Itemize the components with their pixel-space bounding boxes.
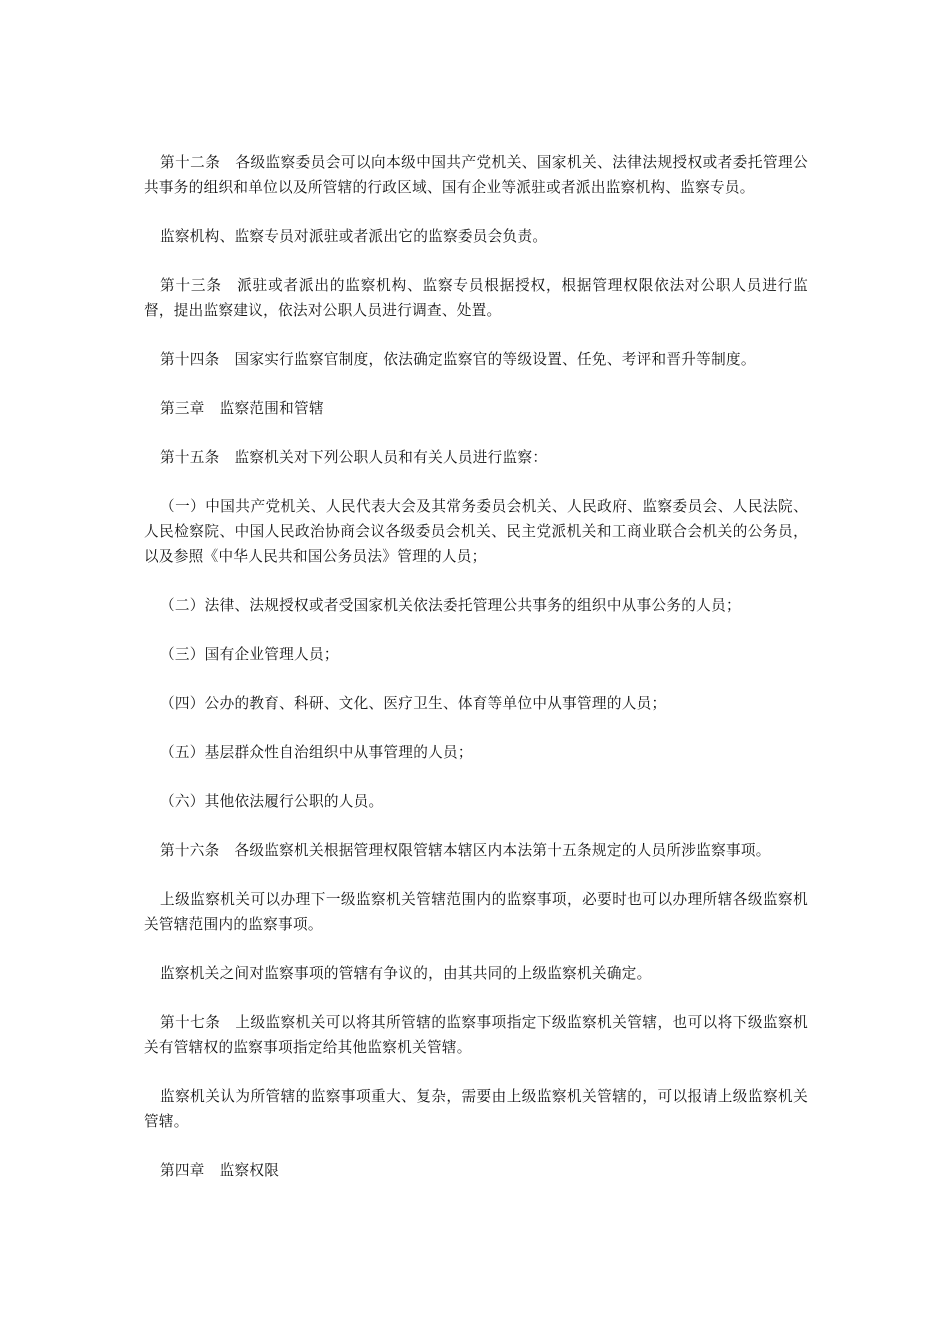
article-12-clause-2: 监察机构、监察专员对派驻或者派出它的监察委员会负责。 — [160, 228, 548, 245]
article-12: 第十二条 各级监察委员会可以向本级中国共产党机关、国家机关、法律法规授权或者委托管理公共事务的组织和单位以及所管辖的行政区域、国有企业等派驻或者派出监察机构、监察专员。 — [144, 154, 808, 196]
article-17-clause-2: 监察机关认为所管辖的监察事项重大、复杂，需要由上级监察机关管辖的，可以报请上级监察机关管辖。 — [144, 1088, 808, 1130]
article-15-item-6: （六）其他依法履行公职的人员。 — [160, 793, 384, 810]
article-15-item-2: （二）法律、法规授权或者受国家机关依法委托管理公共事务的组织中从事公务的人员； — [160, 597, 741, 614]
article-15-item-3: （三）国有企业管理人员； — [160, 646, 339, 663]
article-17: 第十七条 上级监察机关可以将其所管辖的监察事项指定下级监察机关管辖，也可以将下级监察机关有管辖权的监察事项指定给其他监察机关管辖。 — [144, 1014, 808, 1056]
article-16-clause-2: 上级监察机关可以办理下一级监察机关管辖范围内的监察事项，必要时也可以办理所辖各级监察机关管辖范围内的监察事项。 — [144, 891, 808, 933]
chapter-4-heading: 第四章 监察权限 — [160, 1162, 280, 1179]
article-15: 第十五条 监察机关对下列公职人员和有关人员进行监察： — [160, 449, 548, 466]
article-15-item-5: （五）基层群众性自治组织中从事管理的人员； — [160, 744, 473, 761]
article-15-item-1: （一）中国共产党机关、人民代表大会及其常务委员会机关、人民政府、监察委员会、人民法院、人民检察院、中国人民政治协商会议各级委员会机关、民主党派机关和工商业联合会机关的公务员，以及参照《中华人民共和国公务员法》管理的人员； — [144, 498, 808, 565]
article-16: 第十六条 各级监察机关根据管理权限管辖本辖区内本法第十五条规定的人员所涉监察事项。 — [160, 842, 771, 859]
document-page — [144, 150, 808, 1207]
article-14: 第十四条 国家实行监察官制度，依法确定监察官的等级设置、任免、考评和晋升等制度。 — [160, 351, 756, 368]
chapter-3-heading: 第三章 监察范围和管辖 — [160, 400, 324, 417]
article-16-clause-3: 监察机关之间对监察事项的管辖有争议的，由其共同的上级监察机关确定。 — [160, 965, 652, 982]
article-13: 第十三条 派驻或者派出的监察机构、监察专员根据授权，根据管理权限依法对公职人员进行监督，提出监察建议，依法对公职人员进行调查、处置。 — [144, 277, 808, 319]
article-15-item-4: （四）公办的教育、科研、文化、医疗卫生、体育等单位中从事管理的人员； — [160, 695, 667, 712]
